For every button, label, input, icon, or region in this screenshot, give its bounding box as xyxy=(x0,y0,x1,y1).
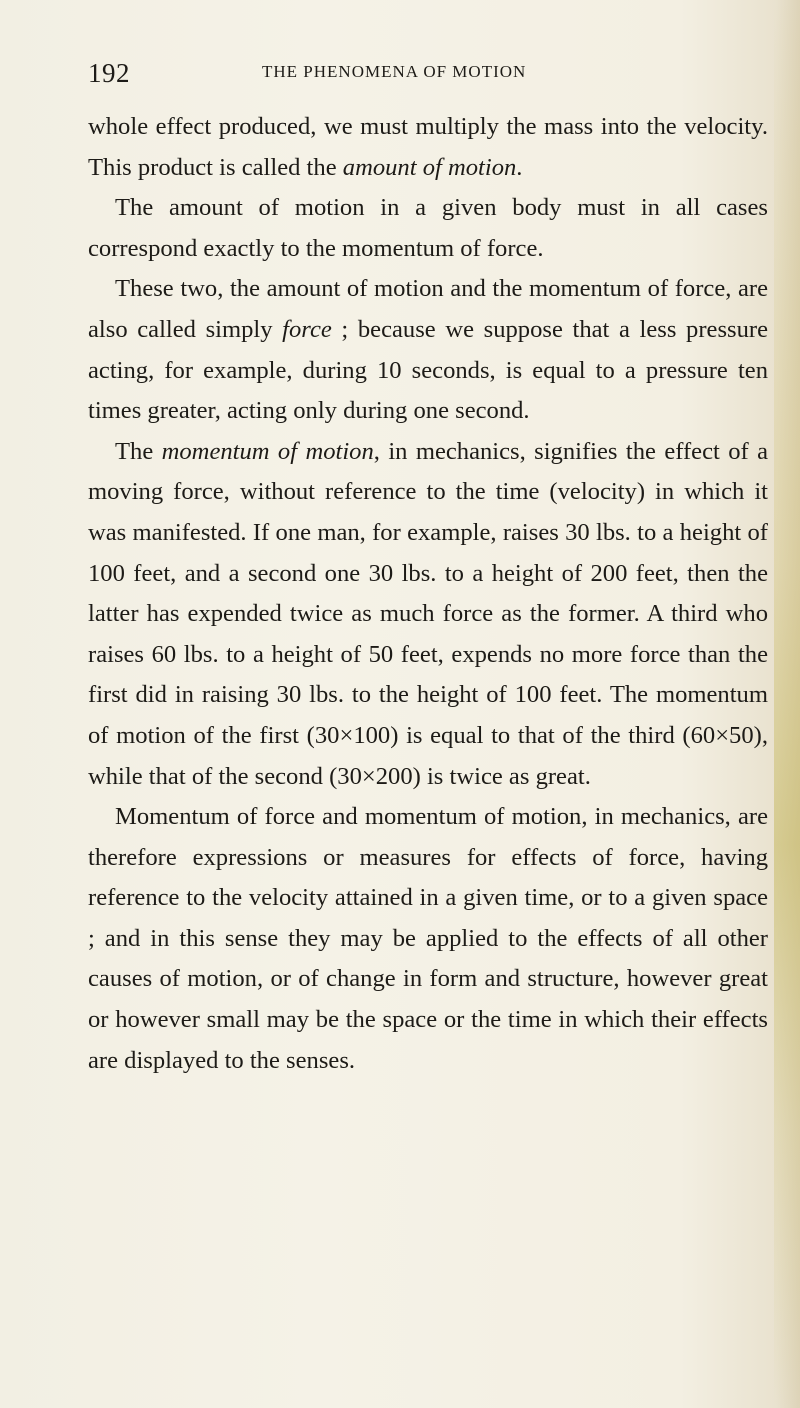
paragraph-4-italic: momentum of motion xyxy=(161,437,374,465)
paragraph-1-text-end: . xyxy=(516,153,523,181)
paragraph-5 xyxy=(88,797,768,1081)
page-number: 192 xyxy=(88,58,130,88)
paragraph-3-text: These two, the amount of motion and the momentum of force, are also called simply xyxy=(88,275,768,343)
page-edge-stain xyxy=(774,0,800,1408)
paragraph-4-text: The xyxy=(115,437,162,465)
paragraph-3-text-end: ; because we suppose that a less pressure acting, for example, during 10 seconds, is equal to a pressure ten times greater, acting only during one second. xyxy=(88,315,769,425)
paragraph-1-text: whole effect produced, we must multiply the mass into the velocity. This product is called the xyxy=(88,113,768,181)
body-text xyxy=(88,107,768,1081)
paragraph-2 xyxy=(88,188,768,269)
running-head xyxy=(88,58,728,98)
paragraph-5-text: Momentum of force and momentum of motion, in mechanics, are therefore expressions or measures for effects of force, having reference to the velocity attained in a given time, or to a given space ; and in this sense they may be applied to the effects of all other causes of motion, or of change in form and structure, however great or however small may be the space or the time in which their effects are displayed to the senses. xyxy=(88,803,768,1074)
paragraph-4-text-end: , in mechanics, signifies the effect of a moving force, without reference to the time (velocity) in which it was manifested. If one man, for example, raises 30 lbs. to a height of 100 feet, and a second one 30 lbs. to a height of 200 feet, then the latter has expended twice as much force as the former. A third who raises 60 lbs. to a height of 50 feet, expends no more force than the first did in raising 30 lbs. to the height of 100 feet. The momentum of motion of the first (30×100) is equal to that of the third (60×50), while that of the second (30×200) is twice as great. xyxy=(88,437,769,790)
paragraph-1-italic: amount of motion xyxy=(342,153,517,181)
paragraph-3-italic: force xyxy=(282,315,332,343)
paragraph-1 xyxy=(88,107,768,188)
paragraph-3 xyxy=(88,269,768,431)
paragraph-4 xyxy=(88,432,768,797)
running-title: THE PHENOMENA OF MOTION xyxy=(262,62,527,81)
paragraph-2-text: The amount of motion in a given body must in all cases correspond exactly to the momentum of force. xyxy=(88,194,768,262)
